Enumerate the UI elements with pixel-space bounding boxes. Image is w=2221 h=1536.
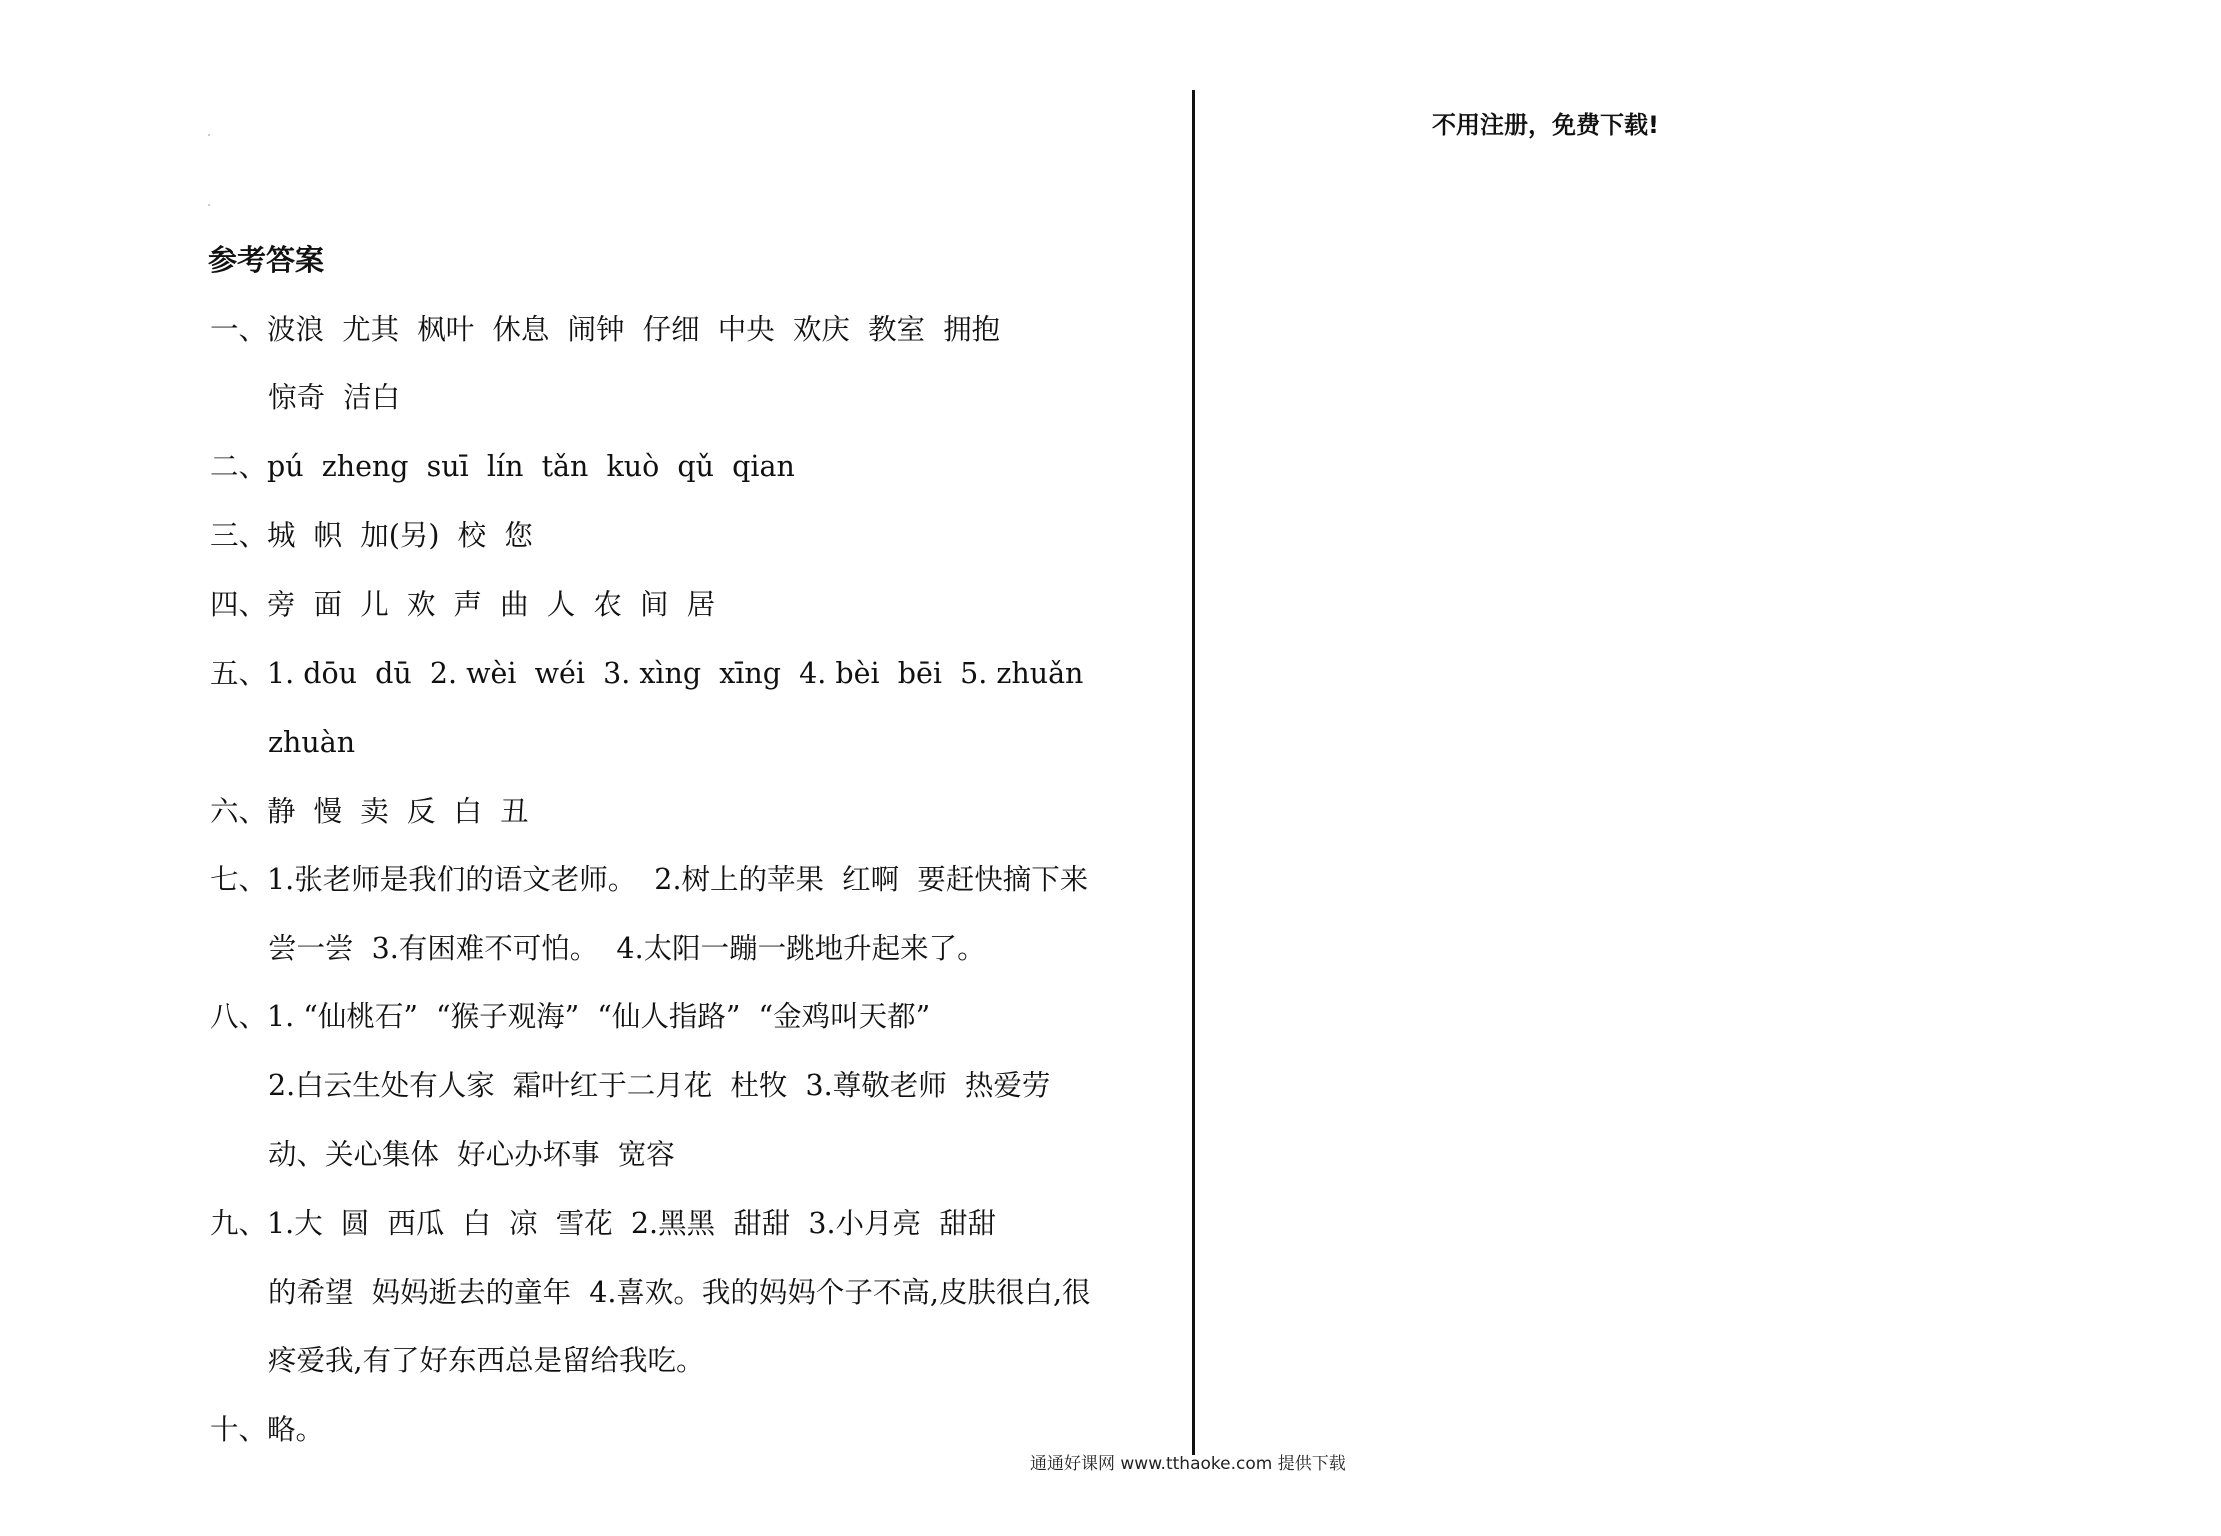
answer-line-1-cont: 惊奇 洁白 xyxy=(268,381,401,414)
answer-line-8-cont-1: 2.白云生处有人家 霜叶红于二月花 杜牧 3.尊敬老师 热爱劳 xyxy=(268,1069,1051,1102)
answer-line-4: 四、旁 面 儿 欢 声 曲 人 农 间 居 xyxy=(210,588,716,621)
footer-source: 通通好课网 www.tthaoke.com 提供下载 xyxy=(1030,1454,1346,1474)
scan-speck xyxy=(208,204,210,206)
answer-line-6: 六、静 慢 卖 反 白 丑 xyxy=(210,795,529,828)
answers-title: 参考答案 xyxy=(208,243,325,277)
answer-line-7-cont: 尝一尝 3.有困难不可怕。 4.太阳一蹦一跳地升起来了。 xyxy=(268,932,986,965)
answer-line-1: 一、波浪 尤其 枫叶 休息 闹钟 仔细 中央 欢庆 教室 拥抱 xyxy=(210,313,1001,346)
answer-line-9-cont-2: 疼爱我,有了好东西总是留给我吃。 xyxy=(268,1344,705,1377)
answer-line-9: 九、1.大 圆 西瓜 白 凉 雪花 2.黑黑 甜甜 3.小月亮 甜甜 xyxy=(210,1207,997,1240)
scan-speck xyxy=(208,134,210,136)
answer-line-3: 三、城 帜 加(另) 校 您 xyxy=(210,519,533,552)
answer-line-8-cont-2: 动、关心集体 好心办坏事 宽容 xyxy=(268,1138,675,1171)
answer-line-5-cont: zhuàn xyxy=(268,726,356,759)
answer-line-2: 二、pú zheng suī lín tǎn kuò qǔ qian xyxy=(210,450,795,483)
answer-line-9-cont-1: 的希望 妈妈逝去的童年 4.喜欢。我的妈妈个子不高,皮肤很白,很 xyxy=(268,1276,1091,1309)
answer-line-10: 十、略。 xyxy=(210,1413,325,1446)
answer-line-5: 五、1. dōu dū 2. wèi wéi 3. xìng xīng 4. bèi bēi 5. zhuǎn xyxy=(210,657,1084,690)
download-banner: 不用注册，免费下载! xyxy=(1432,111,1659,139)
answer-line-8: 八、1. “仙桃石” “猴子观海” “仙人指路” “金鸡叫天都” xyxy=(210,1000,931,1033)
column-divider xyxy=(1192,90,1195,1455)
answer-line-7: 七、1.张老师是我们的语文老师。 2.树上的苹果 红啊 要赶快摘下来 xyxy=(210,863,1089,896)
